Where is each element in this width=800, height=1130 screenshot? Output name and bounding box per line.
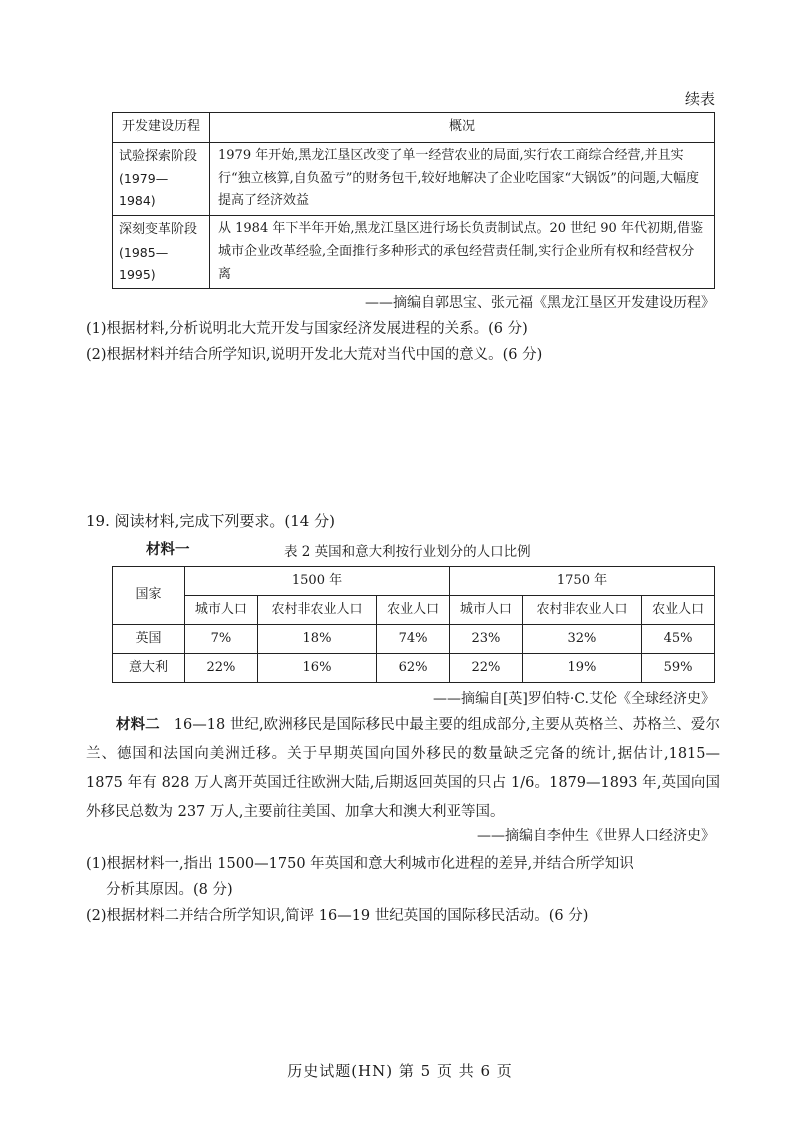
value-cell: 18% [257,625,376,654]
material-2-label: 材料二 [116,717,160,733]
subheader-urban: 城市人口 [449,596,522,625]
value-cell: 22% [449,654,522,683]
material-1-label: 材料一 [146,542,190,558]
stage-cell [113,142,210,215]
question-19-part-2: (2)根据材料二并结合所学知识,简评 16—19 世纪英国的国际移民活动。(6 分) [86,908,589,924]
table-row [113,654,715,683]
table-header-row [113,567,715,596]
subheader-urban: 城市人口 [185,596,258,625]
country-header: 国家 [113,567,185,625]
question-19-part-1: (1)根据材料一,指出 1500—1750 年英国和意大利城市化进程的差异,并结合所学知识 [86,856,634,872]
value-cell: 16% [257,654,376,683]
question-18-parts [86,316,716,368]
stage-name: 深刻变革阶段 [119,221,198,237]
continued-label: 续表 [684,90,715,108]
subheader-rural-nonagri: 农村非农业人口 [522,596,641,625]
subheader-agri: 农业人口 [377,596,450,625]
question-19-parts [86,851,716,929]
value-cell: 32% [522,625,641,654]
period-header-1500: 1500 年 [185,567,450,596]
development-history-table [112,112,715,289]
question-18-part-2: (2)根据材料并结合所学知识,说明开发北大荒对当代中国的意义。(6 分) [86,347,543,363]
question-18-part-1: (1)根据材料,分析说明北大荒开发与国家经济发展进程的关系。(6 分) [86,321,528,337]
country-cell: 英国 [113,625,185,654]
value-cell: 19% [522,654,641,683]
material-2-text: 16—18 世纪,欧洲移民是国际移民中最主要的组成部分,主要从英格兰、苏格兰、爱尔兰、德国和法国向美洲迁移。关于早期英国向国外移民的数量缺乏完备的统计,据估计,1815—1875 年有 828 万人离开英国迁往欧洲大陆,后期返回英国的只占 1/6。1879—1893 年,英国向国外移民总数为 237 万人,主要前往美国、加拿大和澳大利亚等国。 [86,717,720,820]
source-citation-3: ——摘编自李仲生《世界人口经济史》 [477,828,715,844]
country-cell: 意大利 [113,654,185,683]
question-19-part-1-cont: 分析其原因。(8 分) [106,882,233,898]
value-cell: 59% [642,654,715,683]
value-cell: 62% [377,654,450,683]
stage-description: 1979 年开始,黑龙江垦区改变了单一经营农业的局面,实行农工商综合经营,并且实行“独立核算,自负盈亏”的财务包干,较好地解决了企业吃国家“大锅饭”的问题,大幅度提高了经济效益 [210,142,715,215]
subheader-agri: 农业人口 [642,596,715,625]
stage-description: 从 1984 年下半年开始,黑龙江垦区进行场长负责制试点。20 世纪 90 年代初期,借鉴城市企业改革经验,全面推行多种形式的承包经营责任制,实行企业所有权和经营权分离 [210,216,715,289]
period-header-1750: 1750 年 [449,567,714,596]
value-cell: 7% [185,625,258,654]
table-row [113,625,715,654]
value-cell: 74% [377,625,450,654]
table-header-overview: 概况 [210,113,715,143]
value-cell: 45% [642,625,715,654]
table-2-caption: 表 2 英国和意大利按行业划分的人口比例 [284,544,531,560]
table-header-stage: 开发建设历程 [113,113,210,143]
stage-name: 试验探索阶段 [119,148,198,164]
page-footer: 历史试题(HN) 第 5 页 共 6 页 [287,1062,513,1080]
stage-years: (1979—1984) [119,171,169,209]
table-subheader-row [113,596,715,625]
source-citation-2: ——摘编自[英]罗伯特·C.艾伦《全球经济史》 [432,691,715,707]
table-row [113,142,715,215]
value-cell: 22% [185,654,258,683]
stage-years: (1985—1995) [119,244,169,282]
material-2-paragraph [86,711,720,827]
source-citation-1: ——摘编自郭思宝、张元福《黑龙江垦区开发建设历程》 [365,295,715,311]
table-row [113,216,715,289]
table-header-row [113,113,715,143]
population-ratio-table [112,566,715,683]
value-cell: 23% [449,625,522,654]
stage-cell [113,216,210,289]
question-19-heading: 19. 阅读材料,完成下列要求。(14 分) [86,512,335,530]
subheader-rural-nonagri: 农村非农业人口 [257,596,376,625]
